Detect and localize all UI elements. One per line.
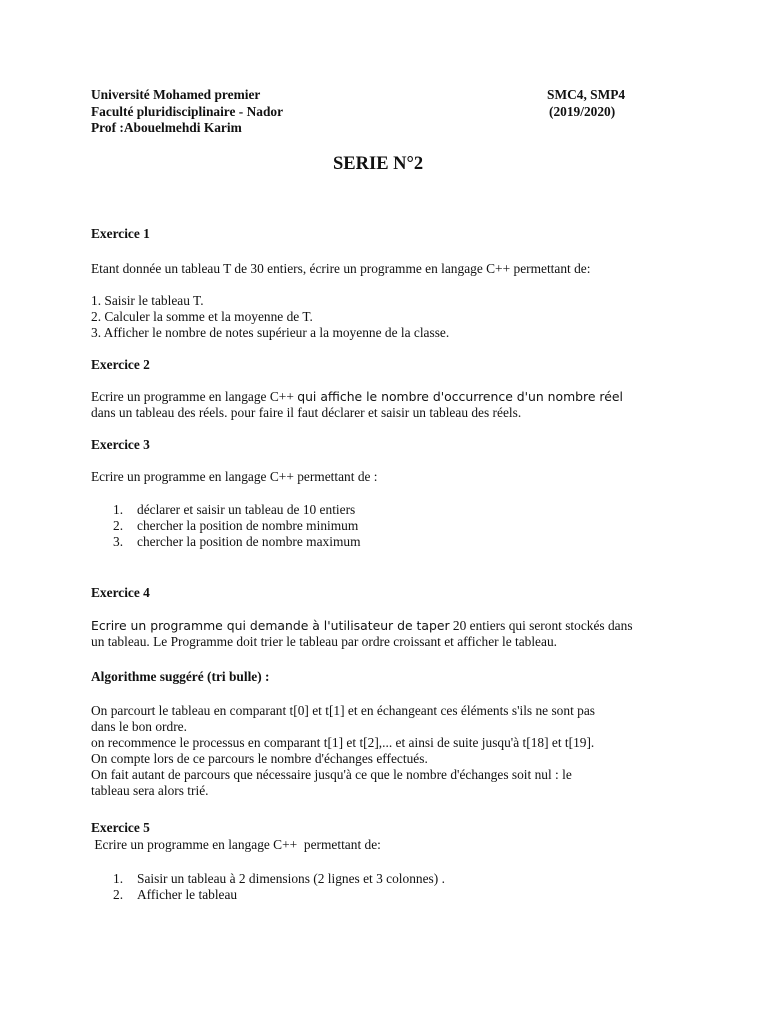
paragraph-line: dans le bon ordre. bbox=[91, 719, 187, 734]
paragraph-line bbox=[91, 618, 633, 634]
list-item: 2. Calculer la somme et la moyenne de T. bbox=[91, 309, 313, 324]
paragraph-line: dans un tableau des réels. pour faire il faut déclarer et saisir un tableau des réels. bbox=[91, 405, 522, 420]
list-text: chercher la position de nombre minimum bbox=[137, 518, 359, 533]
exercise-1-list bbox=[91, 293, 449, 341]
paragraph-line: On parcourt le tableau en comparant t[0] et t[1] et en échangeant ces éléments s'ils ne sont pas bbox=[91, 703, 595, 718]
exercise-5-list bbox=[113, 871, 445, 903]
list-text: Saisir un tableau à 2 dimensions (2 lignes et 3 colonnes) . bbox=[137, 871, 445, 886]
list-text: Afficher le tableau bbox=[137, 887, 238, 902]
list-number: 3. bbox=[113, 534, 124, 549]
paragraph-line: un tableau. Le Programme doit trier le tableau par ordre croissant et afficher le tableau. bbox=[91, 634, 557, 649]
professor-name: Prof :Abouelmehdi Karim bbox=[91, 120, 242, 135]
paragraph-line: On fait autant de parcours que nécessaire jusqu'à ce que le nombre d'échanges soit nul : le bbox=[91, 767, 572, 782]
exercise-1-heading: Exercice 1 bbox=[91, 226, 150, 241]
paragraph-line: tableau sera alors trié. bbox=[91, 783, 209, 798]
faculty-name: Faculté pluridisciplinaire - Nador bbox=[91, 104, 284, 119]
list-item: 3. Afficher le nombre de notes supérieur a la moyenne de la classe. bbox=[91, 325, 450, 340]
list-item bbox=[113, 887, 445, 903]
university-name: Université Mohamed premier bbox=[91, 87, 261, 102]
text-segment: qui affiche le nombre d'occurrence d'un nombre réel bbox=[297, 389, 623, 404]
exercise-2-heading: Exercice 2 bbox=[91, 357, 150, 372]
paragraph-line: on recommence le processus en comparant t[1] et t[2],... et ainsi de suite jusqu'à t[18] et t[19]. bbox=[91, 735, 595, 750]
exercise-5-heading: Exercice 5 bbox=[91, 820, 150, 835]
list-item bbox=[113, 534, 360, 550]
list-item bbox=[113, 871, 445, 887]
classes-label: SMC4, SMP4 bbox=[547, 87, 626, 102]
list-text: chercher la position de nombre maximum bbox=[137, 534, 361, 549]
algorithm-heading: Algorithme suggéré (tri bulle) : bbox=[91, 669, 270, 684]
exercise-3-list bbox=[113, 502, 360, 550]
text-segment: Ecrire un programme en langage C++ bbox=[91, 389, 298, 404]
list-item bbox=[113, 502, 360, 518]
exercise-4-text bbox=[91, 618, 633, 650]
exercise-2-text bbox=[91, 389, 623, 421]
paragraph-line: On compte lors de ce parcours le nombre d'échanges effectués. bbox=[91, 751, 428, 766]
list-number: 1. bbox=[113, 871, 124, 886]
list-item: 1. Saisir le tableau T. bbox=[91, 293, 204, 308]
exercise-3-heading: Exercice 3 bbox=[91, 437, 150, 452]
exercise-1-intro: Etant donnée un tableau T de 30 entiers, écrire un programme en langage C++ permettant de: bbox=[91, 261, 591, 276]
list-number: 2. bbox=[113, 887, 124, 902]
list-number: 2. bbox=[113, 518, 124, 533]
academic-year: (2019/2020) bbox=[549, 104, 616, 119]
paragraph-line bbox=[91, 389, 623, 405]
algorithm-text bbox=[91, 703, 595, 799]
exercise-5-intro: Ecrire un programme en langage C++ permettant de: bbox=[91, 837, 381, 852]
list-item bbox=[113, 518, 360, 534]
text-segment: 20 entiers qui seront stockés dans bbox=[449, 618, 633, 633]
exercise-4-heading: Exercice 4 bbox=[91, 585, 150, 600]
list-number: 1. bbox=[113, 502, 124, 517]
exercise-3-intro: Ecrire un programme en langage C++ permettant de : bbox=[91, 469, 378, 484]
text-segment: Ecrire un programme qui demande à l'utilisateur de taper bbox=[91, 618, 450, 633]
list-text: déclarer et saisir un tableau de 10 entiers bbox=[137, 502, 356, 517]
page-title: SERIE N°2 bbox=[333, 154, 424, 174]
